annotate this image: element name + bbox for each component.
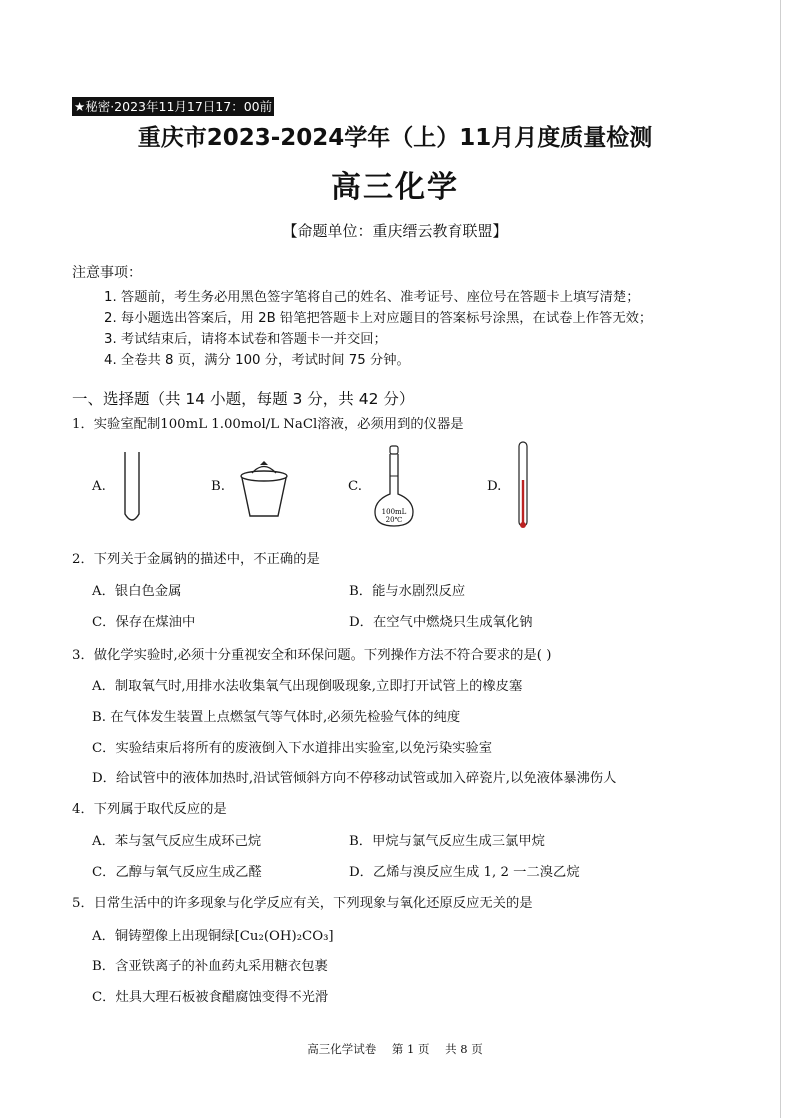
test-tube-icon bbox=[120, 450, 144, 526]
subject-title: 高三化学 bbox=[331, 170, 459, 205]
note-item: 2. 每小题选出答案后，用 2B 铅笔把答题卡上对应题目的答案标号涂黑，在试卷上作答无效； bbox=[104, 311, 653, 326]
question-2-stem: 2．下列关于金属钠的描述中，不正确的是 bbox=[72, 552, 320, 567]
flask-volume-label: 100mL bbox=[381, 508, 407, 516]
q3-option-d: D．给试管中的液体加热时,沿试管倾斜方向不停移动试管或加入碎瓷片,以免液体暴沸伤人 bbox=[92, 771, 617, 786]
footer-name: 高三化学试卷 bbox=[307, 1042, 377, 1056]
section-heading: 一、选择题（共 14 小题，每题 3 分，共 42 分） bbox=[72, 390, 415, 408]
volumetric-flask-icon bbox=[372, 444, 416, 530]
note-item: 3. 考试结束后，请将本试卷和答题卡一并交回； bbox=[104, 332, 387, 347]
crucible-icon bbox=[238, 458, 290, 520]
secret-tag: ★秘密·2023年11月17日17：00前 bbox=[74, 99, 273, 114]
q4-option-a: A．苯与氢气反应生成环己烷 bbox=[92, 834, 262, 849]
setter-unit: 【命题单位：重庆缙云教育联盟】 bbox=[282, 222, 508, 240]
exam-title: 重庆市2023-2024学年（上）11月月度质量检测 bbox=[137, 125, 653, 151]
q2-option-c: C．保存在煤油中 bbox=[92, 615, 196, 630]
q3-option-a: A．制取氧气时,用排水法收集氧气出现倒吸现象,立即打开试管上的橡皮塞 bbox=[92, 679, 523, 694]
thermometer-icon bbox=[516, 440, 530, 532]
q4-option-b: B．甲烷与氯气反应生成三氯甲烷 bbox=[349, 834, 545, 849]
q1-option-a-label: A. bbox=[92, 479, 106, 494]
flask-temp-label: 20℃ bbox=[385, 516, 403, 524]
note-item: 1. 答题前，考生务必用黑色签字笔将自己的姓名、准考证号、座位号在答题卡上填写清楚； bbox=[104, 290, 640, 305]
q5-option-b: B．含亚铁离子的补血药丸采用糖衣包裹 bbox=[92, 959, 328, 974]
q3-option-c: C．实验结束后将所有的废液倒入下水道排出实验室,以免污染实验室 bbox=[92, 741, 493, 756]
q2-option-a: A．银白色金属 bbox=[92, 584, 182, 599]
q1-option-d-label: D. bbox=[487, 479, 502, 494]
q2-option-b: B．能与水剧烈反应 bbox=[349, 584, 466, 599]
q1-option-c-label: C. bbox=[348, 479, 362, 494]
question-5-stem: 5．日常生活中的许多现象与化学反应有关，下列现象与氧化还原反应无关的是 bbox=[72, 896, 533, 911]
question-1-stem: 1．实验室配制100mL 1.00mol/L NaCl溶液，必须用到的仪器是 bbox=[72, 417, 464, 432]
q4-option-c: C．乙醇与氧气反应生成乙醛 bbox=[92, 865, 262, 880]
q4-option-d: D．乙烯与溴反应生成 1, 2 一二溴乙烷 bbox=[349, 865, 580, 880]
q2-option-d: D．在空气中燃烧只生成氧化钠 bbox=[349, 615, 533, 630]
q5-option-c: C．灶具大理石板被食醋腐蚀变得不光滑 bbox=[92, 990, 329, 1005]
question-4-stem: 4．下列属于取代反应的是 bbox=[72, 802, 227, 817]
question-3-stem: 3．做化学实验时,必须十分重视安全和环保问题。下列操作方法不符合要求的是( ) bbox=[72, 648, 552, 663]
footer-page: 第 1 页 bbox=[391, 1042, 430, 1056]
q1-option-b-label: B. bbox=[211, 479, 225, 494]
page-footer bbox=[0, 1041, 790, 1057]
note-item: 4. 全卷共 8 页，满分 100 分，考试时间 75 分钟。 bbox=[104, 353, 410, 368]
q5-option-a: A．铜铸塑像上出现铜绿[Cu₂(OH)₂CO₃] bbox=[92, 929, 334, 944]
footer-total: 共 8 页 bbox=[445, 1042, 483, 1056]
notes-heading: 注意事项： bbox=[72, 265, 142, 281]
q3-option-b: B. 在气体发生装置上点燃氢气等气体时,必须先检验气体的纯度 bbox=[92, 710, 461, 725]
